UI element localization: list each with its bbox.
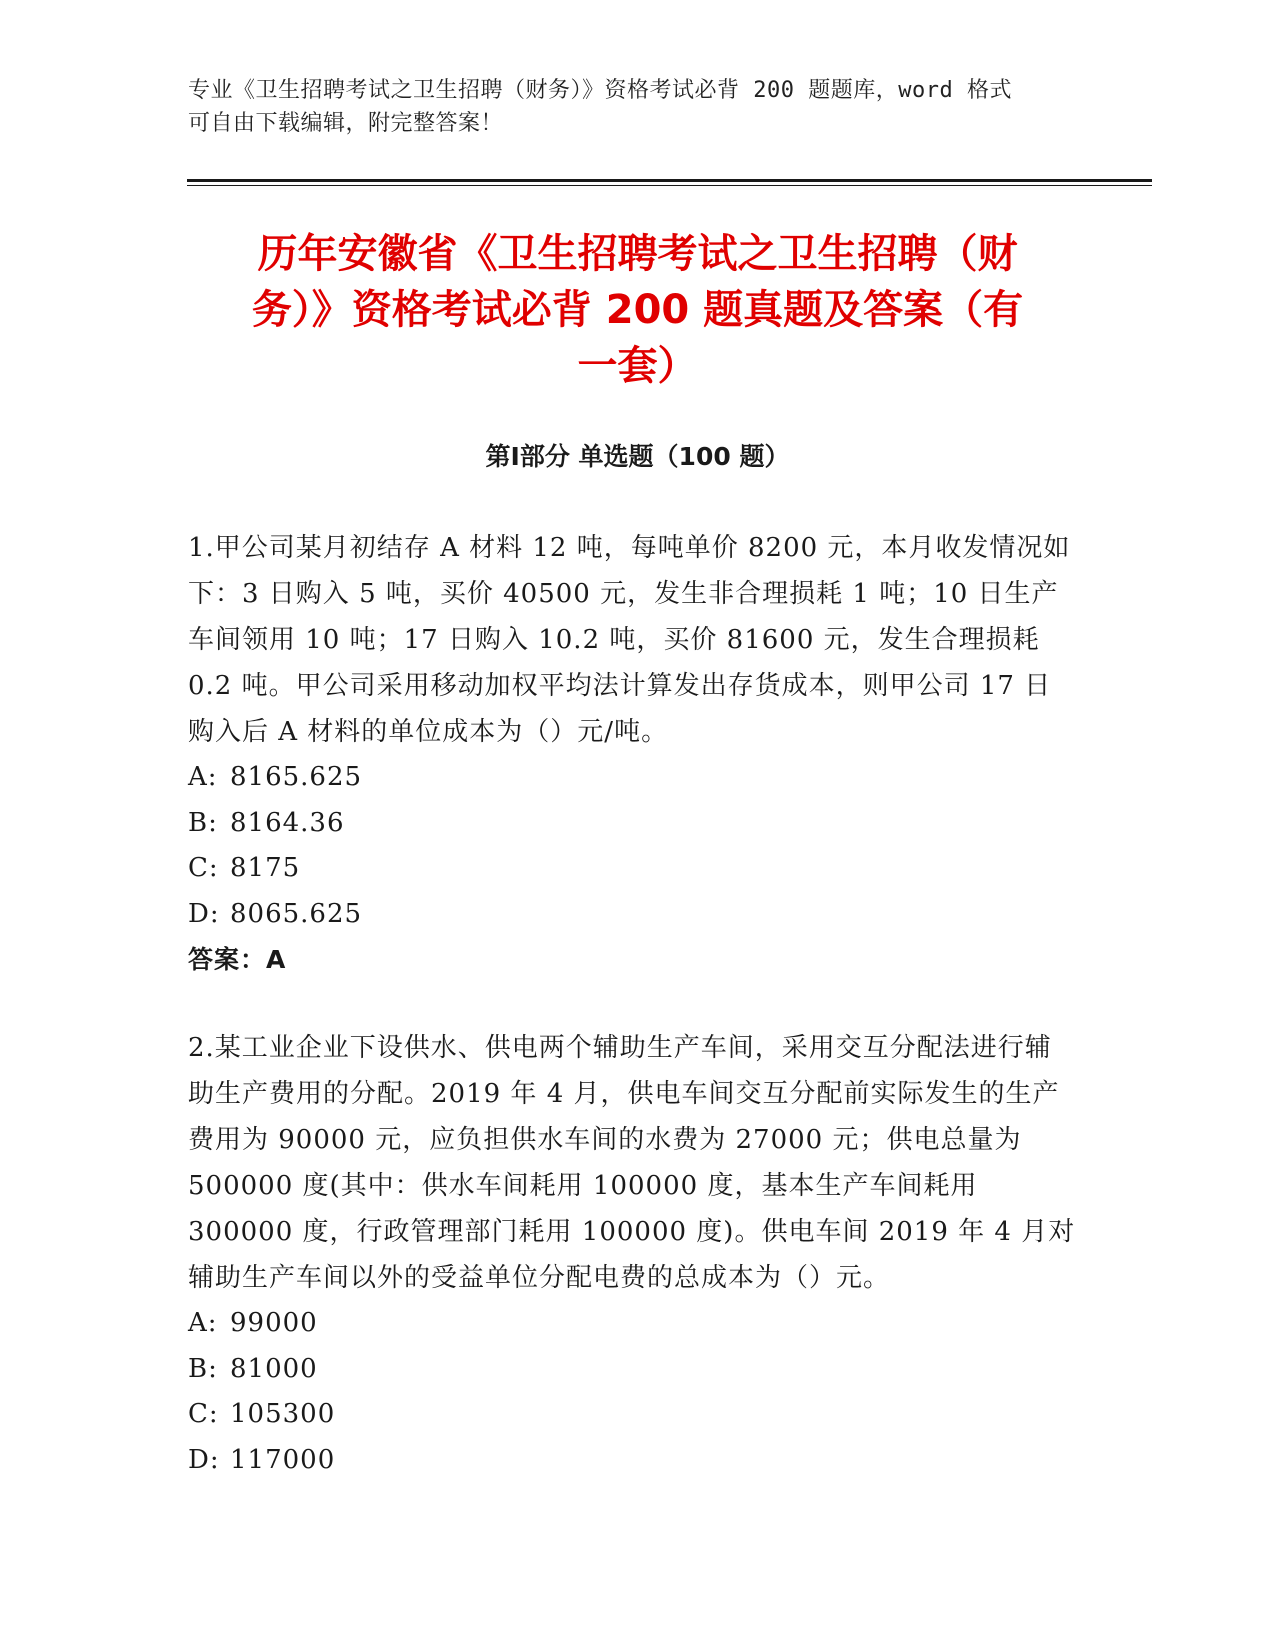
- option-letter: A:: [188, 1308, 218, 1338]
- option-b: [188, 1347, 1078, 1393]
- header-note: [188, 74, 1068, 140]
- option-letter: C:: [188, 1399, 219, 1429]
- header-divider-thick: [187, 179, 1152, 182]
- option-text: 8165.625: [230, 762, 363, 792]
- option-text: 117000: [230, 1444, 336, 1475]
- option-letter: B:: [188, 807, 218, 838]
- header-divider-thin: [187, 185, 1152, 186]
- option-text: 8164.36: [230, 807, 345, 838]
- question-1: [188, 525, 1078, 982]
- option-text: 105300: [230, 1399, 336, 1429]
- option-d: [188, 1438, 1078, 1484]
- option-letter: D:: [188, 898, 220, 929]
- document-title: [185, 226, 1090, 394]
- option-letter: D:: [188, 1444, 220, 1475]
- option-c: [188, 1392, 1078, 1438]
- option-c: [188, 846, 1078, 892]
- option-text: 81000: [230, 1353, 318, 1384]
- option-d: [188, 892, 1078, 938]
- option-a: [188, 1301, 1078, 1347]
- header-note-line-1: 专业《卫生招聘考试之卫生招聘（财务）》资格考试必背 200 题题库，word 格式: [188, 78, 1012, 103]
- title-line-2: 务）》资格考试必背 200 题真题及答案（有: [251, 287, 1024, 333]
- option-a: [188, 755, 1078, 801]
- option-b: [188, 801, 1078, 847]
- option-letter: B:: [188, 1353, 218, 1384]
- option-letter: C:: [188, 853, 219, 883]
- title-line-1: 历年安徽省《卫生招聘考试之卫生招聘（财: [257, 231, 1018, 277]
- question-2: [188, 1025, 1078, 1483]
- option-text: 8175: [230, 853, 301, 883]
- option-letter: A:: [188, 762, 218, 792]
- question-stem: 2.某工业企业下设供水、供电两个辅助生产车间，采用交互分配法进行辅助生产费用的分配。2019 年 4 月，供电车间交互分配前实际发生的生产费用为 90000 元，应负担供水车间的水费为 27000 元；供电总量为 500000 度(其中：供水车间耗用 100000 度，基本生产车间耗用 300000 度，行政管理部门耗用 100000 度)。供电车间 2019 年 4 月对辅助生产车间以外的受益单位分配电费的总成本为（）元。: [188, 1033, 1076, 1293]
- header-note-line-2: 可自由下载编辑，附完整答案！: [188, 111, 504, 136]
- answer-label: 答案：A: [188, 945, 287, 974]
- option-text: 99000: [230, 1308, 318, 1338]
- question-stem: 1.甲公司某月初结存 A 材料 12 吨，每吨单价 8200 元，本月收发情况如下：3 日购入 5 吨，买价 40500 元，发生非合理损耗 1 吨；10 日生产车间领用 10 吨；17 日购入 10.2 吨，买价 81600 元，发生合理损耗 0.2 吨。甲公司采用移动加权平均法计算发出存货成本，则甲公司 17 日购入后 A 材料的单位成本为（）元/吨。: [188, 533, 1071, 747]
- option-text: 8065.625: [230, 898, 363, 929]
- title-line-3: 一套）: [577, 343, 698, 389]
- section-heading: 第Ⅰ部分 单选题（100 题）: [485, 442, 790, 471]
